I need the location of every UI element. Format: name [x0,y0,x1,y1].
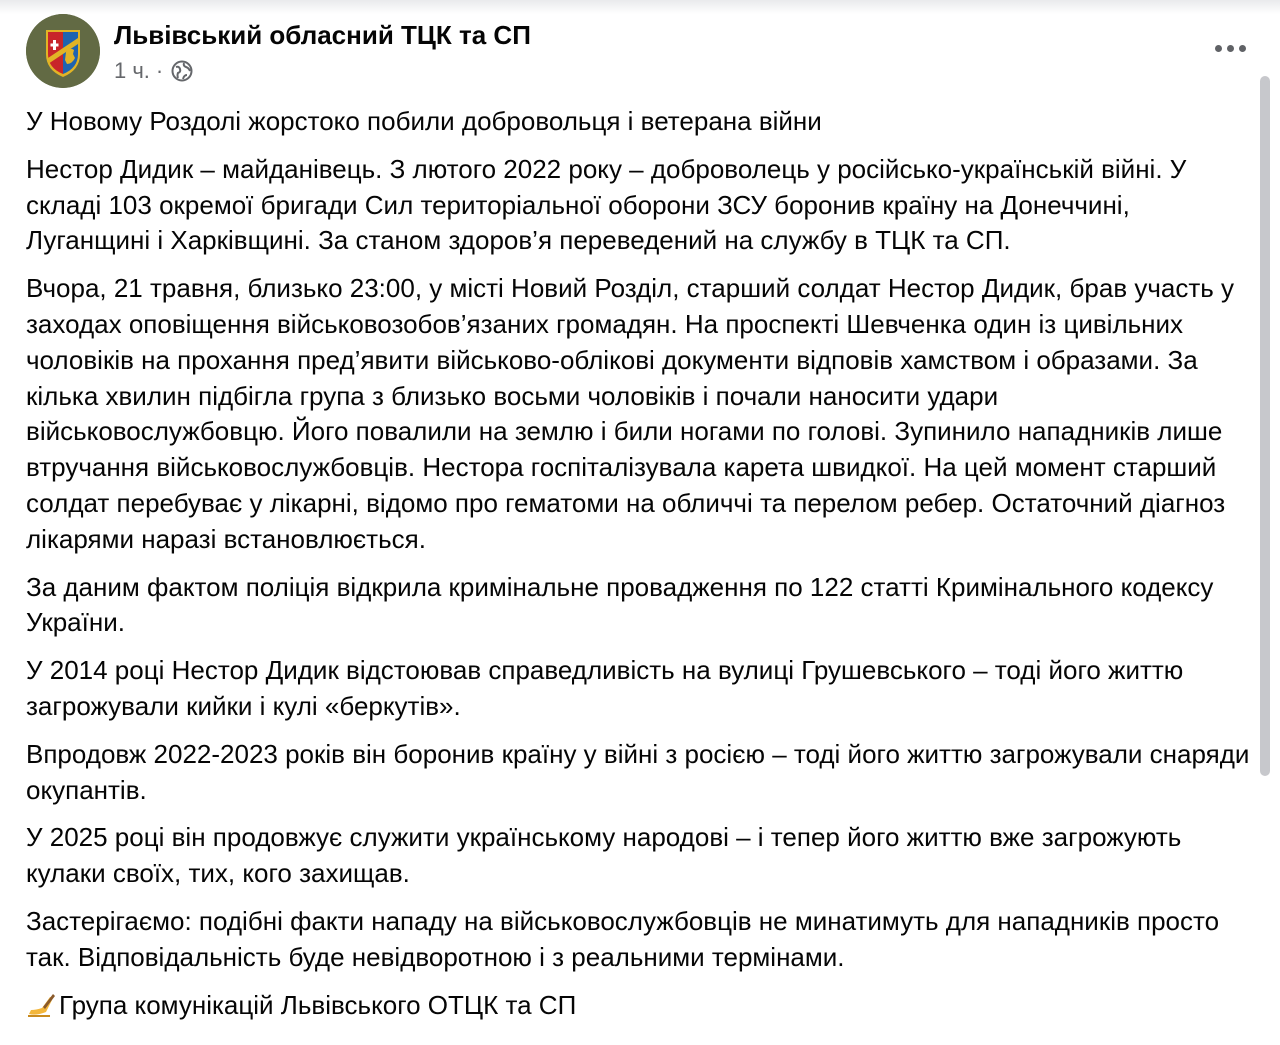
more-dot [1227,45,1234,52]
post-paragraph: У 2025 році він продовжує служити українському народові – і тепер його життю вже загрожують кулаки своїх, тих, кого захищав. [26,822,1182,889]
post-paragraph: Впродовж 2022-2023 років він боронив країну у війні з росією – тоді його життю загрожували снаряди окупантів. [26,738,1250,805]
page-name-link[interactable]: Львівський обласний ТЦК та СП [114,20,531,50]
more-options-button[interactable] [1208,34,1252,62]
meta-separator: · [155,58,164,83]
post-paragraph: Нестор Дидик – майданівець. З лютого 2022 року – доброволець у російсько-українській війні. У складі 103 окремої бригади Сил територіальної оборони ЗСУ боронив країну на Донеччині, Луганщині і Харківщині. За станом здоров’я переведений на службу в ТЦК та СП. [26,153,1187,256]
post-header [26,14,1256,90]
scrollbar-thumb[interactable] [1260,76,1270,776]
writing-hand-icon [26,988,56,1024]
post-paragraph: За даним фактом поліція відкрила кримінальне провадження по 122 статті Кримінального кодексу України. [26,571,1214,638]
post-paragraph: У Новому Роздолі жорстоко побили добровольця і ветерана війни [26,106,822,136]
post-paragraph: Вчора, 21 травня, близько 23:00, у місті Новий Розділ, старший солдат Нестор Дидик, брав участь у заходах оповіщення військовозобов’язаних громадян. На проспекті Шевченка один із цивільних чоловіків на прохання пред’явити військово-облікові документи відповів хамством і образами. За кілька хвилин підбігла група з близько восьми чоловіків і почали наносити удари військовослужбовцю. Його повалили на землю і били ногами по голові. Зупинило нападників лише втручання військовослужбовців. Нестора госпіталізувала карета швидкої. На цей момент старший солдат перебуває у лікарні, відомо про гематоми на обличчі та перелом ребер. Остаточний діагноз лікарями наразі встановлюється. [26,273,1235,554]
globe-icon [171,60,193,82]
emblem-shield-icon [26,14,100,88]
more-dot [1239,45,1246,52]
post-meta [114,58,193,84]
post-body [26,104,1254,1035]
post-paragraph: Застерігаємо: подібні факти нападу на військовослужбовців не минатимуть для нападників просто так. Відповідальність буде невідворотною і з реальними термінами. [26,905,1220,972]
post-paragraph: У 2014 році Нестор Дидик відстоював справедливість на вулиці Грушевського – тоді його життю загрожували кийки і кулі «беркутів». [26,655,1184,721]
top-shadow [0,0,1280,14]
page-avatar[interactable] [26,14,100,88]
post-signature [26,988,1254,1024]
post-time[interactable]: 1 ч. [114,58,150,83]
signature-text: Група комунікацій Львівського ОТЦК та СП [59,989,577,1020]
more-dots-icon [1215,45,1222,52]
